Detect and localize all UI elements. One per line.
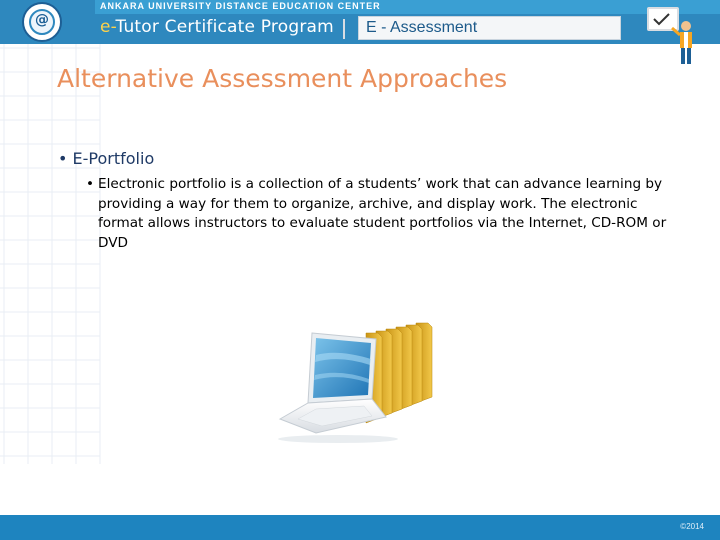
section-label: E - Assessment: [366, 19, 478, 36]
laptop-with-folders-icon: [268, 315, 448, 445]
sub-bullet-mark: •: [86, 176, 95, 192]
seal-glyph: @: [35, 12, 49, 28]
slide-title: Alternative Assessment Approaches: [57, 64, 508, 93]
header-divider: [343, 19, 345, 39]
copyright-label: ©2014: [680, 522, 704, 531]
bullet-e-portfolio-text: E-Portfolio: [72, 149, 155, 168]
portfolio-definition-text: Electronic portfolio is a collection of a students’ work that can advance learning by providing a way for them to organize, archive, and display work. The electronic format allows instructors to evaluate student portfolios via the Internet, CD-ROM or DVD: [98, 176, 667, 251]
university-name: ANKARA UNIVERSITY DISTANCE EDUCATION CENTER: [100, 1, 381, 11]
bullet-mark: •: [58, 149, 68, 168]
program-name: Tutor Certificate Program: [115, 17, 334, 37]
side-grid-decoration: [0, 44, 102, 464]
bullet-e-portfolio: [58, 149, 154, 168]
program-title: [100, 17, 334, 37]
teacher-at-board-icon: [640, 2, 700, 68]
footer-bar: [0, 515, 720, 540]
program-prefix: e-: [100, 17, 116, 37]
bullet-portfolio-definition: [86, 175, 686, 253]
